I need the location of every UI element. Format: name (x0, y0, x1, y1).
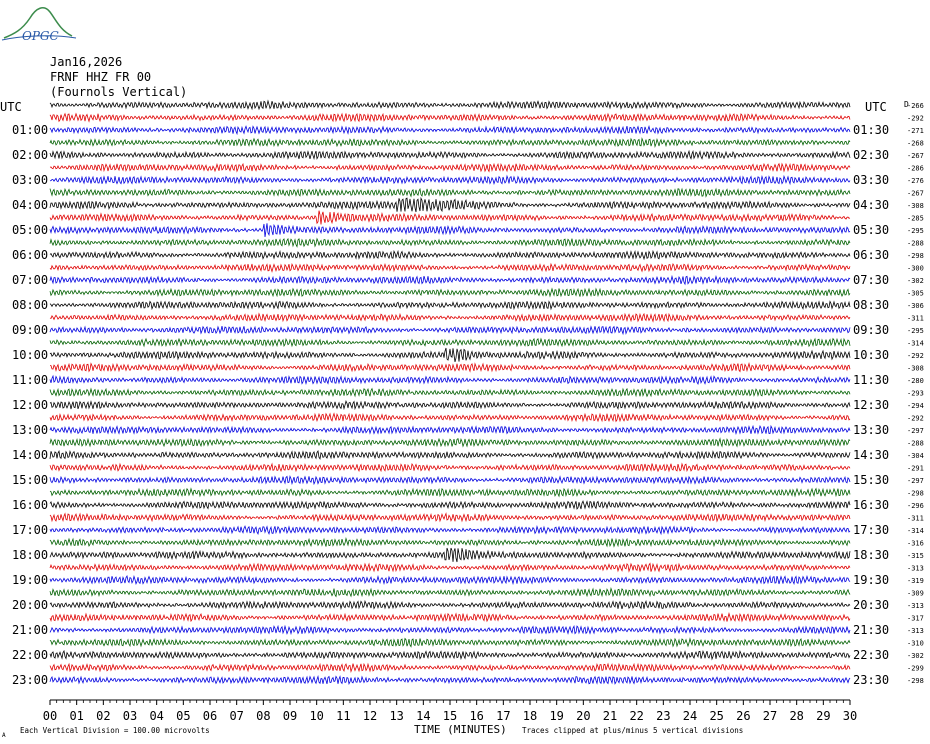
row-offset-label: -295 (907, 327, 924, 335)
right-hour-label: 03:30 (853, 173, 890, 187)
trace-row-18 (50, 326, 850, 334)
left-hour-label: 16:00 (12, 498, 49, 512)
header-station: FRNF HHZ FR 00 (50, 70, 152, 84)
right-hour-label: 13:30 (853, 423, 890, 437)
trace-row-29 (50, 464, 850, 472)
trace-row-4 (50, 151, 850, 159)
left-utc-title: UTC (0, 100, 22, 114)
trace-row-20 (50, 348, 850, 362)
x-tick-label: 04 (149, 709, 164, 723)
row-offset-label: -316 (907, 539, 924, 548)
x-tick-label: 00 (42, 709, 58, 723)
trace-row-28 (50, 451, 850, 459)
row-offset-label: -317 (907, 614, 924, 623)
x-tick-label: 08 (256, 709, 271, 723)
row-offset-label: -298 (907, 677, 924, 685)
x-tick-label: 20 (576, 709, 591, 723)
right-hour-label: 02:30 (853, 148, 890, 162)
left-hour-label: 13:00 (12, 423, 49, 437)
x-tick-label: 26 (736, 709, 751, 723)
row-offset-label: -319 (907, 577, 924, 585)
left-hour-label: 14:00 (12, 448, 49, 462)
row-offset-label: -300 (907, 264, 924, 273)
trace-row-23 (50, 389, 850, 397)
left-hour-label: 02:00 (12, 148, 49, 162)
trace-row-35 (50, 539, 850, 547)
right-hour-label: 14:30 (853, 448, 890, 462)
row-offset-label: -304 (907, 452, 924, 460)
right-hour-label: 07:30 (853, 273, 890, 287)
x-tick-label: 16 (469, 709, 484, 723)
trace-row-11 (50, 239, 850, 247)
row-offset-label: -288 (907, 439, 924, 448)
row-offset-label: -315 (907, 552, 924, 560)
trace-row-41 (50, 614, 850, 622)
row-offset-label: -314 (907, 339, 924, 348)
trace-row-40 (50, 601, 850, 609)
right-hour-label: 12:30 (853, 398, 890, 412)
row-offset-label: -296 (907, 502, 924, 510)
right-hour-label: 18:30 (853, 548, 890, 562)
trace-row-17 (50, 314, 850, 321)
row-offset-label: -313 (907, 602, 924, 610)
x-axis-title: TIME (MINUTES) (414, 723, 507, 736)
left-hour-label: 07:00 (12, 273, 49, 287)
left-hour-label: 12:00 (12, 398, 49, 412)
row-offset-label: -299 (907, 664, 924, 673)
logo-text: OPGC (22, 29, 59, 43)
trace-row-43 (50, 639, 850, 647)
left-hour-label: 04:00 (12, 198, 49, 212)
header-date: Jan16,2026 (50, 55, 123, 69)
trace-row-27 (50, 439, 850, 447)
trace-row-42 (50, 626, 850, 634)
row-offset-label: -267 (907, 152, 924, 160)
row-offset-label: -298 (907, 252, 924, 260)
left-hour-label: 23:00 (12, 673, 49, 687)
trace-row-34 (50, 526, 850, 534)
trace-row-1 (50, 113, 850, 121)
left-hour-label: 09:00 (12, 323, 49, 337)
header-location: (Fournols Vertical) (50, 85, 188, 99)
row-offset-label: -271 (907, 127, 924, 135)
row-offset-label: -314 (907, 527, 924, 535)
right-hour-label: 22:30 (853, 648, 890, 662)
x-tick-label: 03 (122, 709, 138, 723)
right-utc-title: UTC (865, 100, 887, 114)
row-offset-label: -295 (907, 227, 924, 235)
left-hour-label: 11:00 (12, 373, 49, 387)
right-hour-label: 01:30 (853, 123, 890, 137)
left-hour-label: 19:00 (12, 573, 49, 587)
row-offset-label: -302 (907, 277, 924, 285)
x-tick-label: 21 (602, 709, 618, 723)
trace-row-26 (50, 426, 850, 434)
right-hour-label: 21:30 (853, 623, 890, 637)
footer-clip-note: Traces clipped at plus/minus 5 vertical divisions (522, 726, 744, 735)
x-tick-label: 11 (336, 709, 351, 723)
left-hour-label: 15:00 (12, 473, 49, 487)
row-offset-label: -308 (907, 364, 924, 373)
row-offset-label: -267 (907, 189, 924, 198)
trace-row-37 (50, 563, 850, 571)
left-hour-label: 08:00 (12, 298, 49, 312)
trace-row-21 (50, 364, 850, 372)
row-offset-label: -297 (907, 427, 924, 435)
right-column-title: D (904, 100, 909, 109)
left-hour-label: 03:00 (12, 173, 49, 187)
left-hour-label: 20:00 (12, 598, 49, 612)
x-tick-label: 29 (816, 709, 831, 723)
trace-row-30 (50, 476, 850, 484)
row-offset-label: -309 (907, 589, 924, 598)
left-hour-label: 05:00 (12, 223, 49, 237)
trace-row-10 (50, 223, 850, 237)
row-offset-label: -293 (907, 389, 924, 398)
row-offset-label: -308 (907, 202, 924, 210)
trace-row-6 (50, 176, 850, 184)
x-tick-label: 15 (442, 709, 458, 723)
trace-row-8 (50, 198, 850, 212)
trace-row-2 (50, 126, 850, 134)
row-offset-label: -311 (907, 514, 924, 523)
trace-layer (50, 101, 850, 684)
left-hour-label: 06:00 (12, 248, 49, 262)
left-hour-label: 21:00 (12, 623, 49, 637)
row-offset-label: -280 (907, 377, 924, 385)
right-hour-label: 10:30 (853, 348, 890, 362)
trace-row-38 (50, 576, 850, 584)
trace-row-24 (50, 401, 850, 409)
x-tick-label: 13 (389, 709, 404, 723)
row-offset-label: -298 (907, 489, 924, 498)
right-hour-label: 09:30 (853, 323, 890, 337)
row-offset-label: -294 (907, 402, 924, 410)
left-hour-label: 10:00 (12, 348, 49, 362)
trace-row-22 (50, 376, 850, 384)
right-hour-label: 16:30 (853, 498, 890, 512)
trace-row-45 (50, 664, 850, 672)
trace-row-13 (50, 264, 850, 272)
x-tick-label: 02 (96, 709, 111, 723)
row-offset-label: -292 (907, 352, 924, 360)
trace-row-12 (50, 251, 850, 259)
left-hour-label: 22:00 (12, 648, 49, 662)
x-tick-label: 05 (176, 709, 191, 723)
x-tick-label: 22 (629, 709, 644, 723)
right-hour-label: 11:30 (853, 373, 890, 387)
trace-row-31 (50, 489, 850, 497)
row-offset-label: -297 (907, 477, 924, 485)
trace-row-0 (50, 101, 850, 109)
row-offset-label: -310 (907, 639, 924, 648)
right-hour-label: 05:30 (853, 223, 890, 237)
row-offset-label: -313 (907, 564, 924, 573)
trace-row-5 (50, 164, 850, 172)
x-tick-label: 14 (416, 709, 431, 723)
trace-row-19 (50, 339, 850, 347)
x-tick-label: 19 (549, 709, 564, 723)
x-tick-label: 12 (362, 709, 378, 723)
trace-row-36 (50, 548, 850, 562)
right-hour-label: 17:30 (853, 523, 890, 537)
x-tick-label: 28 (789, 709, 804, 723)
row-offset-label: -285 (907, 214, 924, 223)
right-hour-label: 23:30 (853, 673, 890, 687)
trace-row-33 (50, 514, 850, 522)
trace-row-9 (50, 211, 850, 225)
footer-scale-note: Each Vertical Division = 100.00 microvolts (20, 726, 210, 735)
row-offset-label: -286 (907, 164, 924, 173)
x-tick-label: 07 (229, 709, 244, 723)
x-tick-label: 10 (309, 709, 324, 723)
x-tick-label: 30 (842, 709, 858, 723)
row-offset-label: -268 (907, 139, 924, 148)
trace-row-14 (50, 276, 850, 284)
x-tick-label: 06 (202, 709, 218, 723)
row-offset-label: -306 (907, 302, 924, 310)
left-hour-label: 18:00 (12, 548, 49, 562)
trace-row-39 (50, 589, 850, 597)
trace-row-15 (50, 288, 850, 296)
x-tick-label: 18 (522, 709, 538, 723)
trace-row-44 (50, 651, 850, 659)
row-offset-label: -292 (907, 114, 924, 123)
x-tick-label: 23 (656, 709, 671, 723)
right-hour-label: 08:30 (853, 298, 890, 312)
x-tick-label: 09 (282, 709, 298, 723)
row-offset-label: -302 (907, 652, 924, 660)
right-hour-label: 04:30 (853, 198, 890, 212)
row-offset-label: -292 (907, 414, 924, 423)
right-hour-label: 15:30 (853, 473, 890, 487)
x-tick-label: 27 (762, 709, 778, 723)
right-hour-label: 20:30 (853, 598, 890, 612)
x-tick-label: 24 (682, 709, 698, 723)
row-offset-label: -291 (907, 464, 924, 473)
row-offset-label: -266 (907, 102, 924, 110)
trace-row-46 (50, 676, 850, 683)
x-tick-label: 01 (69, 709, 84, 723)
trace-row-32 (50, 501, 850, 509)
left-hour-label: 17:00 (12, 523, 49, 537)
row-offset-label: -288 (907, 239, 924, 248)
row-offset-label: -276 (907, 177, 924, 185)
right-hour-label: 19:30 (853, 573, 890, 587)
x-tick-label: 17 (496, 709, 511, 723)
footer-corner-mark: A (2, 732, 6, 739)
right-hour-label: 06:30 (853, 248, 890, 262)
row-offset-label: -305 (907, 289, 924, 298)
row-offset-label: -311 (907, 314, 924, 323)
trace-row-16 (50, 301, 850, 309)
x-tick-label: 25 (709, 709, 724, 723)
trace-row-25 (50, 414, 850, 422)
left-hour-label: 01:00 (12, 123, 49, 137)
trace-row-7 (50, 189, 850, 197)
trace-row-3 (50, 139, 850, 147)
row-offset-label: -313 (907, 627, 924, 635)
